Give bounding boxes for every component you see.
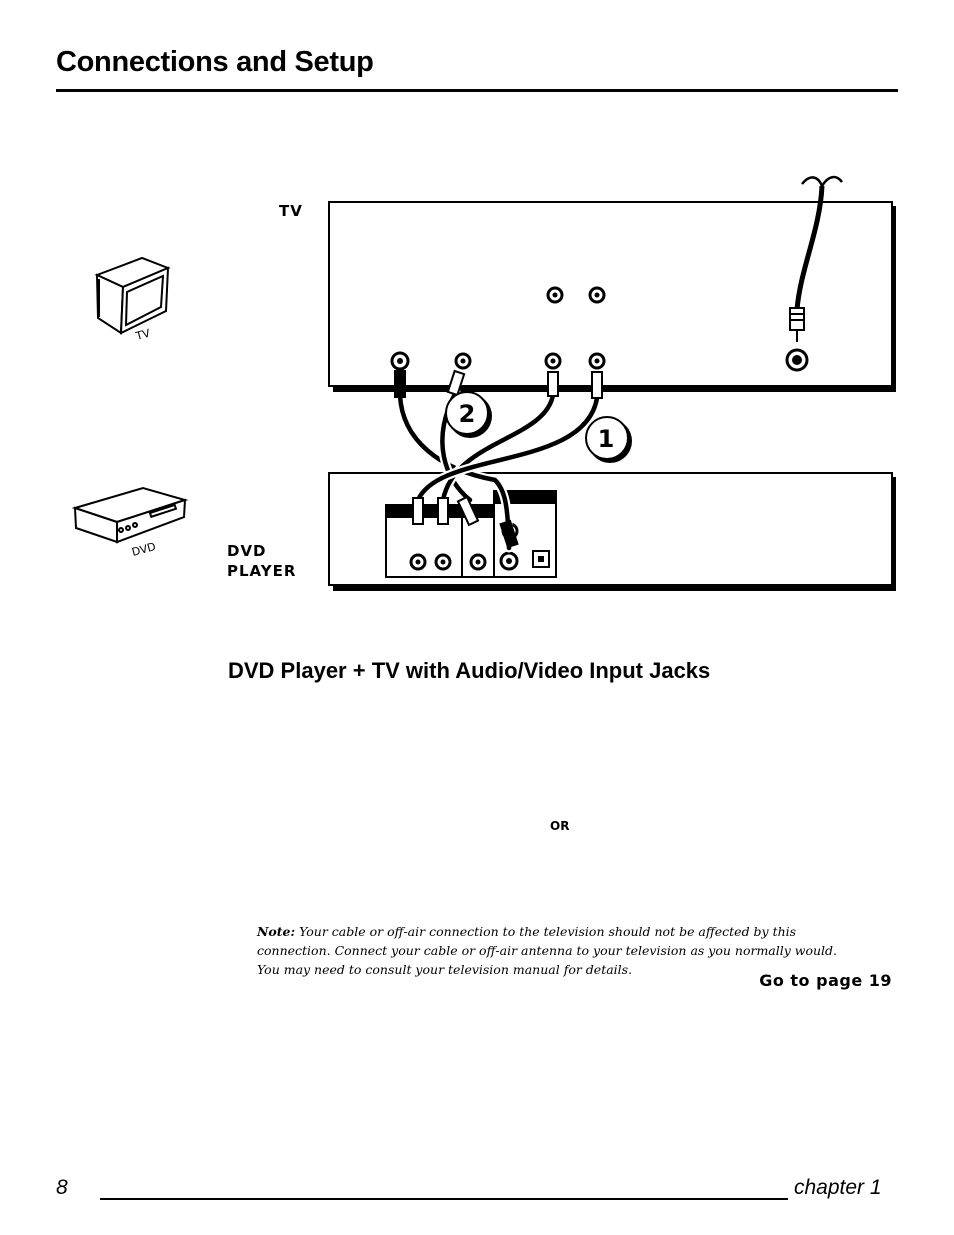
tv-video-jack xyxy=(456,354,470,368)
antenna-lead xyxy=(802,177,842,186)
tv-jack xyxy=(590,288,604,302)
tv-jack xyxy=(548,288,562,302)
dvd-icon xyxy=(75,488,185,542)
tv-label: TV xyxy=(279,202,303,220)
tv-icon-caption: TV xyxy=(134,326,152,343)
note-label: Note: xyxy=(257,923,296,939)
callout-2-label: 2 xyxy=(458,400,476,428)
dvd-icon-caption: DVD xyxy=(130,540,158,559)
or-text: OR xyxy=(550,819,570,833)
tv-back-panel xyxy=(329,202,896,392)
page-number: 8 xyxy=(56,1176,68,1199)
tv-audio-jack xyxy=(590,354,604,368)
tv-svideo-jack xyxy=(392,353,408,369)
dvd-label-line1: DVD xyxy=(227,542,267,560)
note xyxy=(257,922,857,979)
tv-icon xyxy=(97,258,168,333)
optical-jack xyxy=(533,551,549,567)
chapter-label: chapter 1 xyxy=(794,1176,882,1199)
footer-rule xyxy=(100,1198,788,1200)
goto-link[interactable]: Go to page 19 xyxy=(759,971,892,990)
callout-1-label: 1 xyxy=(597,425,615,453)
page-title: Connections and Setup xyxy=(56,46,374,78)
note-text: Your cable or off-air connection to the television should not be affected by this connection. Connect your cable or off-air antenna to your television as you normally would. You may need to consult your television manual for details. xyxy=(257,923,838,977)
section-heading: DVD Player + TV with Audio/Video Input Jacks xyxy=(228,658,711,683)
tv-audio-jack xyxy=(546,354,560,368)
rf-input-jack xyxy=(787,350,807,370)
dvd-label-line2: PLAYER xyxy=(227,562,297,580)
